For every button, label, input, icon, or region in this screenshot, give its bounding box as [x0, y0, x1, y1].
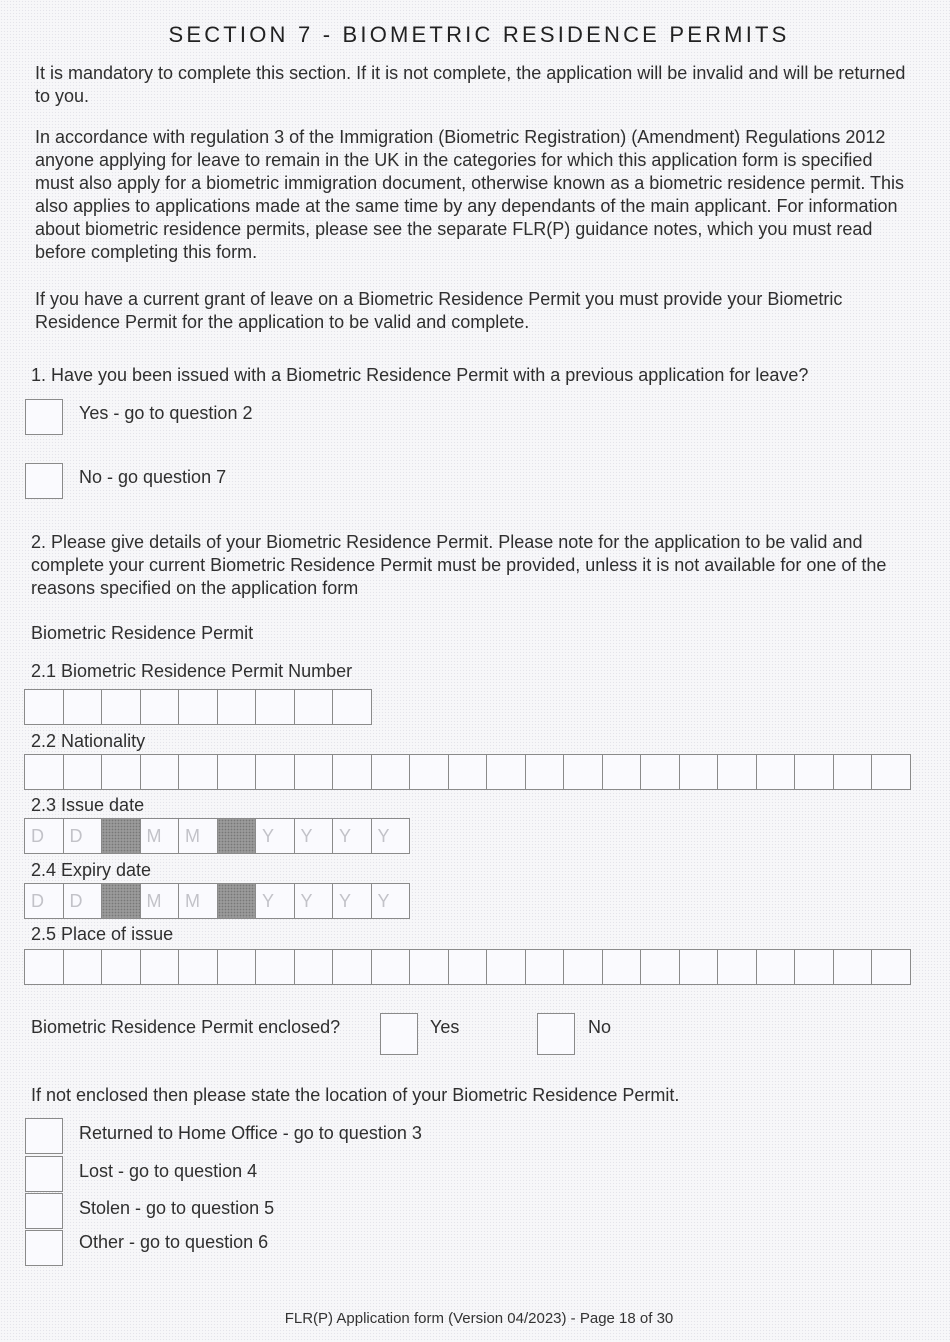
field-2-2-label: 2.2 Nationality — [31, 731, 146, 751]
place-of-issue-cell[interactable] — [371, 949, 411, 985]
issue-date-cell[interactable]: Y — [371, 818, 411, 854]
brp-number-cell[interactable] — [24, 689, 64, 725]
nationality-grid[interactable] — [24, 754, 911, 790]
place-of-issue-cell[interactable] — [101, 949, 141, 985]
brp-number-cell[interactable] — [63, 689, 103, 725]
issue-date-grid[interactable] — [24, 818, 410, 854]
nationality-cell[interactable] — [294, 754, 334, 790]
location-prompt: If not enclosed then please state the location of your Biometric Residence Permit. — [31, 1085, 680, 1105]
place-of-issue-cell[interactable] — [217, 949, 257, 985]
enclosed-no-checkbox[interactable] — [537, 1013, 575, 1055]
expiry-date-cell[interactable]: Y — [371, 883, 411, 919]
expiry-date-separator — [217, 883, 257, 919]
place-of-issue-cell[interactable] — [24, 949, 64, 985]
field-2-3-label: 2.3 Issue date — [31, 795, 145, 815]
expiry-date-cell[interactable]: D — [63, 883, 103, 919]
nationality-cell[interactable] — [217, 754, 257, 790]
enclosed-yes-label: Yes — [430, 1017, 460, 1037]
place-of-issue-cell[interactable] — [756, 949, 796, 985]
place-of-issue-cell[interactable] — [602, 949, 642, 985]
place-of-issue-cell[interactable] — [794, 949, 834, 985]
issue-date-separator — [217, 818, 257, 854]
question-1: 1. Have you been issued with a Biometric Residence Permit with a previous application for leave? — [31, 365, 809, 385]
nationality-cell[interactable] — [332, 754, 372, 790]
issue-date-cell[interactable]: Y — [255, 818, 295, 854]
section-title: SECTION 7 - BIOMETRIC RESIDENCE PERMITS — [168, 22, 790, 47]
expiry-date-separator — [101, 883, 141, 919]
nationality-cell[interactable] — [140, 754, 180, 790]
brp-number-cell[interactable] — [332, 689, 372, 725]
place-of-issue-cell[interactable] — [332, 949, 372, 985]
issue-date-cell[interactable]: D — [24, 818, 64, 854]
page-footer: FLR(P) Application form (Version 04/2023) - Page 18 of 30 — [284, 1310, 674, 1327]
q1-no-label: No - go question 7 — [79, 467, 227, 487]
place-of-issue-cell[interactable] — [679, 949, 719, 985]
nationality-cell[interactable] — [833, 754, 873, 790]
nationality-cell[interactable] — [563, 754, 603, 790]
place-of-issue-cell[interactable] — [525, 949, 565, 985]
issue-date-cell[interactable]: M — [178, 818, 218, 854]
nationality-cell[interactable] — [679, 754, 719, 790]
enclosed-no-label: No — [588, 1017, 612, 1037]
place-of-issue-cell[interactable] — [871, 949, 911, 985]
q1-yes-label: Yes - go to question 2 — [79, 403, 253, 423]
nationality-cell[interactable] — [717, 754, 757, 790]
issue-date-cell[interactable]: M — [140, 818, 180, 854]
place-of-issue-cell[interactable] — [255, 949, 295, 985]
expiry-date-cell[interactable]: D — [24, 883, 64, 919]
nationality-cell[interactable] — [409, 754, 449, 790]
nationality-cell[interactable] — [24, 754, 64, 790]
nationality-cell[interactable] — [871, 754, 911, 790]
stolen-label: Stolen - go to question 5 — [79, 1198, 275, 1218]
expiry-date-cell[interactable]: Y — [294, 883, 334, 919]
nationality-cell[interactable] — [448, 754, 488, 790]
nationality-cell[interactable] — [525, 754, 565, 790]
nationality-cell[interactable] — [602, 754, 642, 790]
brp-number-cell[interactable] — [140, 689, 180, 725]
returned-checkbox[interactable] — [25, 1118, 63, 1154]
place-of-issue-cell[interactable] — [63, 949, 103, 985]
nationality-cell[interactable] — [178, 754, 218, 790]
brp-number-cell[interactable] — [255, 689, 295, 725]
enclosed-yes-checkbox[interactable] — [380, 1013, 418, 1055]
question-2: 2. Please give details of your Biometric Residence Permit. Please note for the application to be valid and complete your current Biometric Residence Permit must be provided, unless it is not available for one of the reasons specified on the application form — [31, 532, 887, 598]
brp-number-cell[interactable] — [217, 689, 257, 725]
lost-checkbox[interactable] — [25, 1156, 63, 1192]
brp-number-grid[interactable] — [24, 689, 372, 725]
brp-subheading: Biometric Residence Permit — [31, 623, 254, 643]
brp-number-cell[interactable] — [101, 689, 141, 725]
expiry-date-grid[interactable] — [24, 883, 410, 919]
nationality-cell[interactable] — [486, 754, 526, 790]
q1-yes-checkbox[interactable] — [25, 399, 63, 435]
field-2-4-label: 2.4 Expiry date — [31, 860, 152, 880]
field-2-5-label: 2.5 Place of issue — [31, 924, 174, 944]
place-of-issue-cell[interactable] — [448, 949, 488, 985]
other-label: Other - go to question 6 — [79, 1232, 269, 1252]
expiry-date-cell[interactable]: M — [178, 883, 218, 919]
regulation-paragraph: In accordance with regulation 3 of the Immigration (Biometric Registration) (Amendment) Regulations 2012 anyone applying for leave to remain in the UK in the categories for which this application form is specified must also apply for a biometric immigration document, otherwise known as a biometric residence permit. This also applies to applications made at the same time by any dependants of the main applicant. For information about biometric residence permits, please see the separate FLR(P) guidance notes, which you must read before completing this form. — [35, 127, 905, 262]
place-of-issue-cell[interactable] — [294, 949, 334, 985]
issue-date-cell[interactable]: Y — [294, 818, 334, 854]
issue-date-cell[interactable]: D — [63, 818, 103, 854]
nationality-cell[interactable] — [63, 754, 103, 790]
mandatory-notice: It is mandatory to complete this section. If it is not complete, the application will be invalid and will be returned to you. — [35, 63, 906, 106]
brp-number-cell[interactable] — [178, 689, 218, 725]
place-of-issue-cell[interactable] — [140, 949, 180, 985]
place-of-issue-cell[interactable] — [409, 949, 449, 985]
place-of-issue-cell[interactable] — [717, 949, 757, 985]
place-of-issue-cell[interactable] — [833, 949, 873, 985]
expiry-date-cell[interactable]: Y — [255, 883, 295, 919]
brp-number-cell[interactable] — [294, 689, 334, 725]
nationality-cell[interactable] — [794, 754, 834, 790]
nationality-cell[interactable] — [756, 754, 796, 790]
nationality-cell[interactable] — [255, 754, 295, 790]
nationality-cell[interactable] — [640, 754, 680, 790]
q1-no-checkbox[interactable] — [25, 463, 63, 499]
place-of-issue-cell[interactable] — [486, 949, 526, 985]
lost-label: Lost - go to question 4 — [79, 1161, 258, 1181]
place-of-issue-grid[interactable] — [24, 949, 911, 985]
place-of-issue-cell[interactable] — [563, 949, 603, 985]
brp-enclosed-question: Biometric Residence Permit enclosed? — [31, 1017, 341, 1037]
current-grant-paragraph: If you have a current grant of leave on a Biometric Residence Permit you must provide your Biometric Residence Permit for the application to be valid and complete. — [35, 289, 843, 332]
other-checkbox[interactable] — [25, 1230, 63, 1266]
issue-date-separator — [101, 818, 141, 854]
stolen-checkbox[interactable] — [25, 1193, 63, 1229]
nationality-cell[interactable] — [371, 754, 411, 790]
expiry-date-cell[interactable]: Y — [332, 883, 372, 919]
returned-label: Returned to Home Office - go to question 3 — [79, 1123, 422, 1143]
issue-date-cell[interactable]: Y — [332, 818, 372, 854]
place-of-issue-cell[interactable] — [178, 949, 218, 985]
field-2-1-label: 2.1 Biometric Residence Permit Number — [31, 661, 353, 681]
place-of-issue-cell[interactable] — [640, 949, 680, 985]
expiry-date-cell[interactable]: M — [140, 883, 180, 919]
nationality-cell[interactable] — [101, 754, 141, 790]
